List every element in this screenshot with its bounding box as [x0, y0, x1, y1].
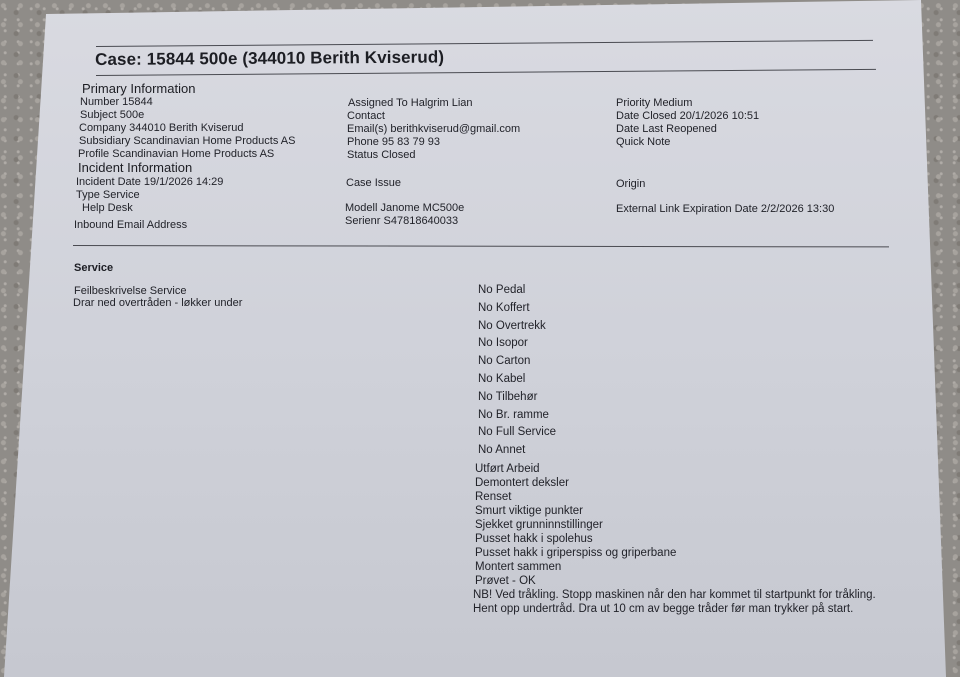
- section-divider: [73, 245, 889, 247]
- checklist: [478, 284, 556, 462]
- incident-info-heading: Incident Information: [78, 160, 193, 175]
- work-performed: [475, 462, 676, 588]
- field-number: Number 15844: [80, 96, 153, 108]
- checklist-item: No Full Service: [478, 426, 556, 439]
- field-email: Email(s) berithkviserud@gmail.com: [347, 123, 521, 135]
- service-note: NB! Ved tråkling. Stopp maskinen når den har kommet til startpunkt for tråkling. Hent opp undertråd. Dra ut 10 cm av begge tråder før man trykker på start.: [473, 589, 876, 615]
- field-subsidiary: Subsidiary Scandinavian Home Products AS: [79, 135, 296, 147]
- field-type-label: Type Service: [76, 189, 140, 201]
- field-company: Company 344010 Berith Kviserud: [79, 122, 244, 134]
- field-external-link-expiration: External Link Expiration Date 2/2/2026 13:30: [616, 203, 835, 215]
- checklist-item: No Isopor: [478, 337, 528, 350]
- field-priority: Priority Medium: [616, 97, 693, 109]
- title-underline: [96, 69, 876, 76]
- field-feilbeskrivelse-text: Drar ned overtråden - løkker under: [73, 297, 243, 309]
- field-status: Status Closed: [347, 149, 416, 161]
- field-contact: Contact: [347, 110, 385, 122]
- field-date-last-reopened: Date Last Reopened: [616, 123, 717, 135]
- work-line: Montert sammen: [475, 561, 562, 573]
- field-subject: Subject 500e: [80, 109, 145, 121]
- checklist-item: No Carton: [478, 355, 531, 368]
- field-case-issue: Case Issue: [346, 177, 402, 189]
- work-line: Utført Arbeid: [475, 463, 540, 475]
- work-line: Pusset hakk i griperspiss og griperbane: [475, 547, 677, 559]
- checklist-item: No Pedal: [478, 284, 526, 296]
- field-date-closed: Date Closed 20/1/2026 10:51: [616, 110, 760, 122]
- field-type-value: Help Desk: [82, 202, 133, 214]
- field-quick-note: Quick Note: [616, 136, 671, 148]
- field-assigned-to: Assigned To Halgrim Lian: [348, 97, 473, 109]
- work-line: Smurt viktige punkter: [475, 505, 584, 517]
- work-line: Renset: [475, 491, 512, 503]
- primary-info-heading: Primary Information: [82, 81, 196, 96]
- field-incident-date: Incident Date 19/1/2026 14:29: [76, 176, 224, 188]
- work-line: Demontert deksler: [475, 477, 569, 489]
- field-profile: Profile Scandinavian Home Products AS: [78, 148, 275, 160]
- checklist-item: No Annet: [478, 444, 526, 457]
- service-heading: Service: [74, 262, 114, 274]
- work-line: Pusset hakk i spolehus: [475, 533, 593, 545]
- field-modell: Modell Janome MC500e: [345, 202, 465, 214]
- case-title: Case: 15844 500e (344010 Berith Kviserud): [95, 47, 445, 69]
- field-inbound-email: Inbound Email Address: [74, 219, 188, 231]
- field-origin: Origin: [616, 178, 646, 190]
- checklist-item: No Tilbehør: [478, 390, 538, 403]
- top-rule: [96, 40, 873, 47]
- field-phone: Phone 95 83 79 93: [347, 136, 440, 148]
- work-line: Prøvet - OK: [475, 575, 536, 587]
- field-serienr: Serienr S47818640033: [345, 215, 459, 227]
- field-feilbeskrivelse-label: Feilbeskrivelse Service: [74, 285, 187, 297]
- checklist-item: No Kabel: [478, 372, 526, 385]
- checklist-item: No Br. ramme: [478, 408, 549, 421]
- work-line: Sjekket grunninnstillinger: [475, 519, 603, 531]
- checklist-item: No Koffert: [478, 301, 530, 314]
- checklist-item: No Overtrekk: [478, 319, 546, 332]
